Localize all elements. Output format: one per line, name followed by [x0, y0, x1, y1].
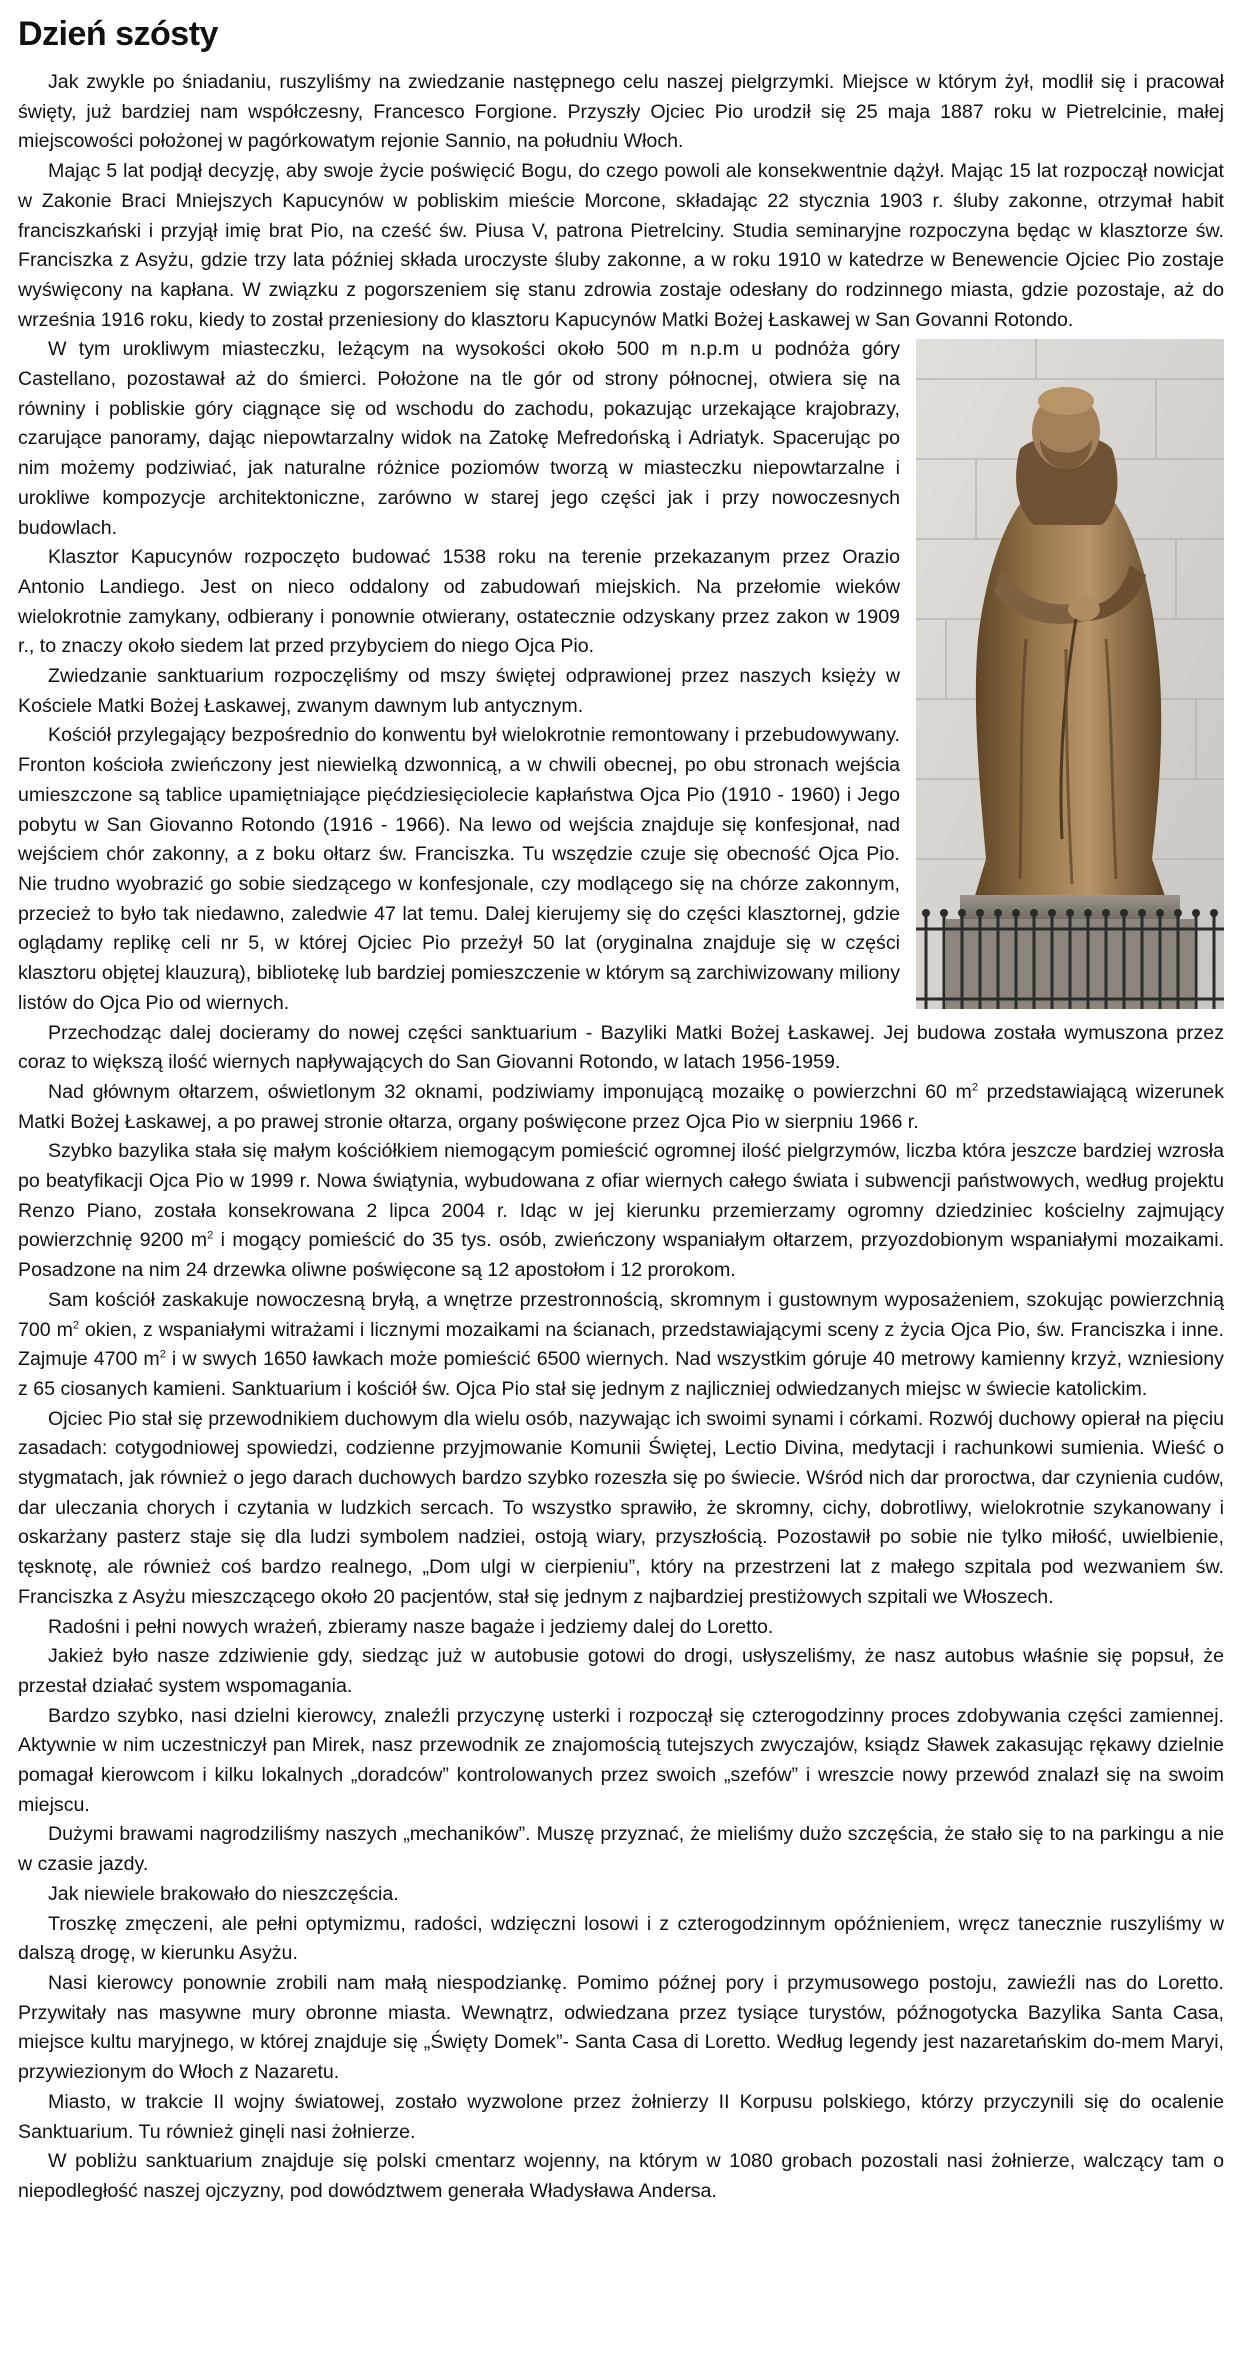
- paragraph-14: Bardzo szybko, nasi dzielni kierowcy, znaleźli przyczynę usterki i rozpoczął się czterogodzinny proces zdobywania części zamiennej. Aktywnie w nim uczestniczył pan Mirek, nasz przewodnik ze znajomością tutejszych zwyczajów, ksiądz Sławek zakasując rękawy dzielnie pomagał kierowcom i kilku lokalnych „doradców” kontrolowanych przez swoich „szefów” i wreszcie nowy przewód znalazł się na swoim miejscu.: [18, 1704, 1224, 1816]
- paragraph-10-part-2: okien, z wspaniałymi witrażami i licznymi mozaikami na ścianach, przedstawiającymi sceny z życia Ojca Pio, św. Franciszka i inne. Zajmuje 4700 m: [18, 1318, 1224, 1371]
- paragraph-16: Jak niewiele brakowało do nieszczęścia.: [48, 1882, 399, 1905]
- paragraph-7: Przechodząc dalej docieramy do nowej części sanktuarium - Bazyliki Matki Bożej Łaskawej. Jej budowa została wymuszona przez coraz to większą ilość wiernych napływających do San Giovanni Rotondo, w latach 1956-1959.: [18, 1021, 1224, 1074]
- padre-pio-statue-photo: [916, 339, 1224, 1009]
- paragraph-4: Klasztor Kapucynów rozpoczęto budować 1538 roku na terenie przekazanym przez Orazio Antonio Landiego. Jest on nieco oddalony od zabudowań miejskich. Na przełomie wieków wielokrotnie zamykany, odbierany i ponownie otwierany, ostatecznie odzyskany przez zakon w 1909 r., to znaczy około siedem lat przed przybyciem do niego Ojca Pio.: [18, 546, 900, 658]
- document-page: [18, 14, 1224, 2207]
- paragraph-9-part-1: Szybko bazylika stała się małym kościółkiem niemogącym pomieścić ogromnej ilość pielgrzymów, liczba która jeszcze bardziej wzrosła po beatyfikacji Ojca Pio w 1999 r. Nowa świątynia, wybudowana z ofiar wiernych całego świata i subwencji państwowych, według projektu Renzo Piano, została konsekrowana 2 lipca 2004 r. Idąc w jej kierunku przemierzamy ogromny dziedziniec kościelny zajmujący powierzchnię 9200 m: [18, 1140, 1224, 1252]
- statue-photo-icon: [916, 339, 1224, 1009]
- paragraph-9-part-2: i mogący pomieścić do 35 tys. osób, zwieńczony wspaniałym ołtarzem, przyozdobionym wspaniałymi mozaikami. Posadzone na nim 24 drzewka oliwne poświęcone są 12 apostołom i 12 prorokom.: [18, 1229, 1225, 1282]
- paragraph-17: Troszkę zmęczeni, ale pełni optymizmu, radości, wdzięczni losowi i z czterogodzinnym opóźnieniem, wręcz tanecznie ruszyliśmy w dalszą drogę, w kierunku Asyżu.: [18, 1912, 1224, 1965]
- paragraph-2: Mając 5 lat podjął decyzję, aby swoje życie poświęcić Bogu, do czego powoli ale konsekwentnie dążył. Mając 15 lat rozpoczął nowicjat w Zakonie Braci Mniejszych Kapucynów w pobliskim mieście Morcone, składając 22 stycznia 1903 r. śluby zakonne, otrzymał habit franciszkański i przyjął imię brat Pio, na cześć św. Piusa V, patrona Pietrelciny. Studia seminaryjne rozpoczyna będąc w klasztorze św. Franciszka z Asyżu, gdzie trzy lata później składa uroczyste śluby zakonne, a w roku 1910 w katedrze w Benewencie Ojciec Pio zostaje wyświęcony na kapłana. W związku z pogorszeniem się stanu zdrowia zostaje odesłany do rodzinnego miasta, gdzie pozostaje, aż do września 1916 roku, kiedy to został przeniesiony do klasztoru Kapucynów Matki Bożej Łaskawej w San Govanni Rotondo.: [18, 160, 1224, 331]
- article-body: [18, 68, 1224, 2207]
- paragraph-19: Miasto, w trakcie II wojny światowej, zostało wyzwolone przez żołnierzy II Korpusu polskiego, którzy przyczynili się do ocalenie Sanktuarium. Tu również ginęli nasi żołnierze.: [18, 2090, 1224, 2143]
- paragraph-12: Radośni i pełni nowych wrażeń, zbieramy nasze bagaże i jedziemy dalej do Loretto.: [48, 1615, 774, 1638]
- paragraph-10: [18, 1286, 1224, 1405]
- paragraph-1: Jak zwykle po śniadaniu, ruszyliśmy na zwiedzanie następnego celu naszej pielgrzymki. Miejsce w którym żył, modlił się i pracował święty, już bardziej nam współczesny, Francesco Forgione. Przyszły Ojciec Pio urodził się 25 maja 1887 roku w Pietrelcinie, małej miejscowości położonej w pagórkowatym rejonie Sannio, na południu Włoch.: [18, 71, 1224, 153]
- paragraph-3: W tym urokliwym miasteczku, leżącym na wysokości około 500 m n.p.m u podnóża góry Castellano, pozostawał aż do śmierci. Położone na tle gór od strony północnej, otwiera się na równiny i pobliskie góry ciągnące się od wschodu do zachodu, pokazując urzekające krajobrazy, czarujące panoramy, dając niepowtarzalny widok na Zatokę Mefredońską i Adriatyk. Spacerując po nim możemy podziwiać, jak naturalne różnice poziomów tworzą w miasteczku niepowtarzalne i urokliwe kompozycje architektoniczne, zarówno w starej jego części jak i przy nowoczesnych budowlach.: [18, 338, 900, 539]
- paragraph-11: Ojciec Pio stał się przewodnikiem duchowym dla wielu osób, nazywając ich swoimi synami i córkami. Rozwój duchowy opierał na pięciu zasadach: cotygodniowej spowiedzi, codzienne przyjmowanie Komunii Świętej, Lectio Divina, medytacji i rachunkowi sumienia. Wieść o stygmatach, jak również o jego darach duchowych bardzo szybko rozeszła się po świecie. Wśród nich dar proroctwa, dar czynienia cudów, dar uleczania chorych i czytania w ludzkich sercach. To wszystko sprawiło, że skromny, cichy, dobrotliwy, wielokrotnie szykanowany i oskarżany pasterz staje się dla ludzi symbolem nadziei, ostoją wiary, przyszłością. Pozostawił po sobie nie tylko miłość, uwielbienie, tęsknotę, ale również coś bardzo realnego, „Dom ulgi w cierpieniu”, który na przestrzeni lat z małego szpitala pod wezwaniem św. Franciszka z Asyżu mieszczącego około 20 pacjentów, stał się jednym z najbardziej prestiżowych szpitali we Włoszech.: [18, 1407, 1224, 1608]
- superscript: 2: [72, 1319, 80, 1331]
- paragraph-10-part-1: Sam kościół zaskakuje nowoczesną bryłą, a wnętrze przestronnością, skromnym i gustownym wyposażeniem, szokując powierzchnią 700 m: [18, 1288, 1224, 1341]
- paragraph-6: Kościół przylegający bezpośrednio do konwentu był wielokrotnie remontowany i przebudowywany. Fronton kościoła zwieńczony jest niewielką dzwonnicą, a w chwili obecnej, po obu stronach wejścia umieszczone są tablice upamiętniające pięćdziesięciolecie kapłaństwa Ojca Pio (1910 - 1960) i Jego pobytu w San Giovanno Rotondo (1916 - 1966). Na lewo od wejścia znajduje się konfesjonał, nad wejściem chór zakonny, a z boku ołtarz św. Franciszka. Tu wszędzie czuje się obecność Ojca Pio. Nie trudno wyobrazić go sobie siedzącego w konfesjonale, czy modlącego się na chórze zakonnym, przecież to było tak niedawno, zaledwie 47 lat temu. Dalej kierujemy się do części klasztornej, gdzie oglądamy replikę celi nr 5, w której Ojciec Pio przeżył 50 lat (oryginalna znajduje się w części klasztoru objętej klauzurą), bibliotekę lub bardziej pomieszczenie w którym są zarchiwizowany miliony listów do Ojca Pio od wiernych.: [18, 724, 900, 1014]
- paragraph-9: [18, 1137, 1224, 1286]
- paragraph-10-part-3: i w swych 1650 ławkach może pomieścić 6500 wiernych. Nad wszystkim góruje 40 metrowy kamienny krzyż, wzniesiony z 65 ciosanych kamieni. Sanktuarium i kościół św. Ojca Pio stał się jednym z najliczniej odwiedzanych miejsc w świecie katolickim.: [18, 1348, 1224, 1400]
- superscript: 2: [159, 1348, 166, 1361]
- paragraph-5: Zwiedzanie sanktuarium rozpoczęliśmy od mszy świętej odprawionej przez naszych księży w Kościele Matki Bożej Łaskawej, zwanym dawnym lub antycznym.: [18, 665, 900, 717]
- paragraph-15: Dużymi brawami nagrodziliśmy naszych „mechaników”. Muszę przyznać, że mieliśmy dużo szczęścia, że stało się to na parkingu a nie w czasie jazdy.: [18, 1823, 1224, 1876]
- paragraph-13: Jakież było nasze zdziwienie gdy, siedząc już w autobusie gotowi do drogi, usłyszeliśmy, że nasz autobus właśnie się popsuł, że przestał działać system wspomagania.: [18, 1645, 1224, 1697]
- page-title: Dzień szósty: [18, 15, 218, 53]
- paragraph-20: W pobliżu sanktuarium znajduje się polski cmentarz wojenny, na którym w 1080 grobach pozostali nasi żołnierze, walczący tam o niepodległość naszej ojczyzny, pod dowództwem generała Władysława Andersa.: [18, 2150, 1224, 2202]
- superscript: 2: [971, 1081, 978, 1094]
- paragraph-8-part-1: Nad głównym ołtarzem, oświetlonym 32 oknami, podziwiamy imponującą mozaikę o powierzchni 60 m: [48, 1080, 972, 1103]
- paragraph-8: [18, 1078, 1224, 1137]
- paragraph-18: Nasi kierowcy ponownie zrobili nam małą niespodziankę. Pomimo późnej pory i przymusowego postoju, zawieźli nas do Loretto. Przywitały nas masywne mury obronne miasta. Wewnątrz, odwiedzana przez tysiące turystów, późnogotycka Bazylika Santa Casa, miejsce kultu maryjnego, w której znajduje się „Święty Domek”- Santa Casa di Loretto. Według legendy jest nazaretańskim do-mem Maryi, przywiezionym do Włoch z Nazaretu.: [18, 1972, 1224, 2084]
- superscript: 2: [207, 1229, 214, 1242]
- paragraph-8-part-2: przedstawiającą wizerunek Matki Bożej Łaskawej, a po prawej stronie ołtarza, organy poświęcone przez Ojca Pio w sierpniu 1966 r.: [18, 1080, 1224, 1133]
